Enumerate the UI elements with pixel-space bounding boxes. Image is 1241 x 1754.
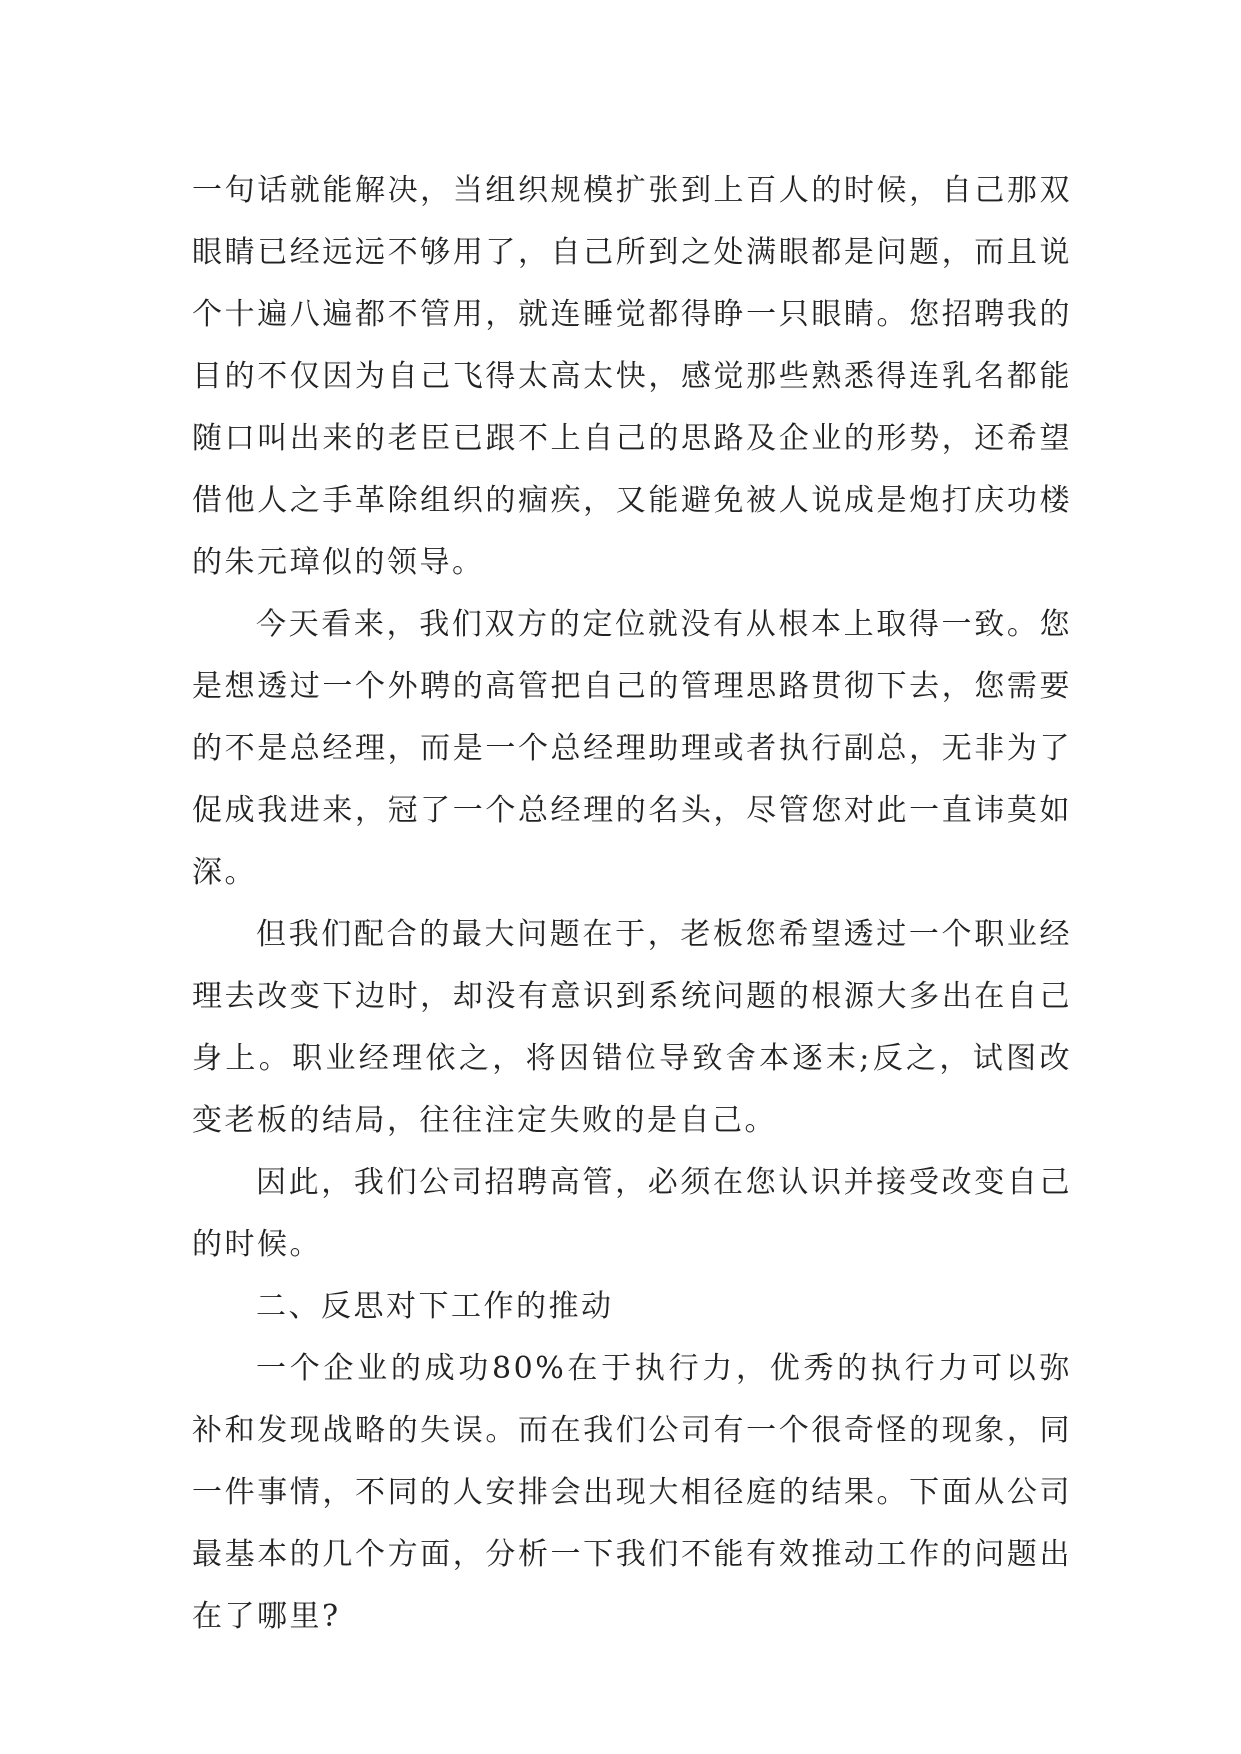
paragraph: 但我们配合的最大问题在于，老板您希望透过一个职业经理去改变下边时，却没有意识到系统问题的根源大多出在自己身上。职业经理依之，将因错位导致舍本逐末;反之，试图改变老板的结局，往往注定失败的是自己。 xyxy=(192,917,1072,1138)
paragraph: 一个企业的成功80%在于执行力，优秀的执行力可以弥补和发现战略的失误。而在我们公司有一个很奇怪的现象，同一件事情，不同的人安排会出现大相径庭的结果。下面从公司最基本的几个方面，分析一下我们不能有效推动工作的问题出在了哪里? xyxy=(192,1351,1072,1634)
paragraph: 因此，我们公司招聘高管，必须在您认识并接受改变自己的时候。 xyxy=(192,1165,1072,1262)
paragraph-continuation: 一句话就能解决，当组织规模扩张到上百人的时候，自己那双眼睛已经远远不够用了，自己所到之处满眼都是问题，而且说个十遍八遍都不管用，就连睡觉都得睁一只眼睛。您招聘我的目的不仅因为自己飞得太高太快，感觉那些熟悉得连乳名都能随口叫出来的老臣已跟不上自己的思路及企业的形势，还希望借他人之手革除组织的痼疾，又能避免被人说成是炮打庆功楼的朱元璋似的领导。 xyxy=(192,173,1072,580)
paragraph: 今天看来，我们双方的定位就没有从根本上取得一致。您是想透过一个外聘的高管把自己的管理思路贯彻下去，您需要的不是总经理，而是一个总经理助理或者执行副总，无非为了促成我进来，冠了一个总经理的名头，尽管您对此一直讳莫如深。 xyxy=(192,607,1072,890)
section-heading: 二、反思对下工作的推动 xyxy=(256,1289,614,1324)
document-body xyxy=(192,160,1072,1648)
